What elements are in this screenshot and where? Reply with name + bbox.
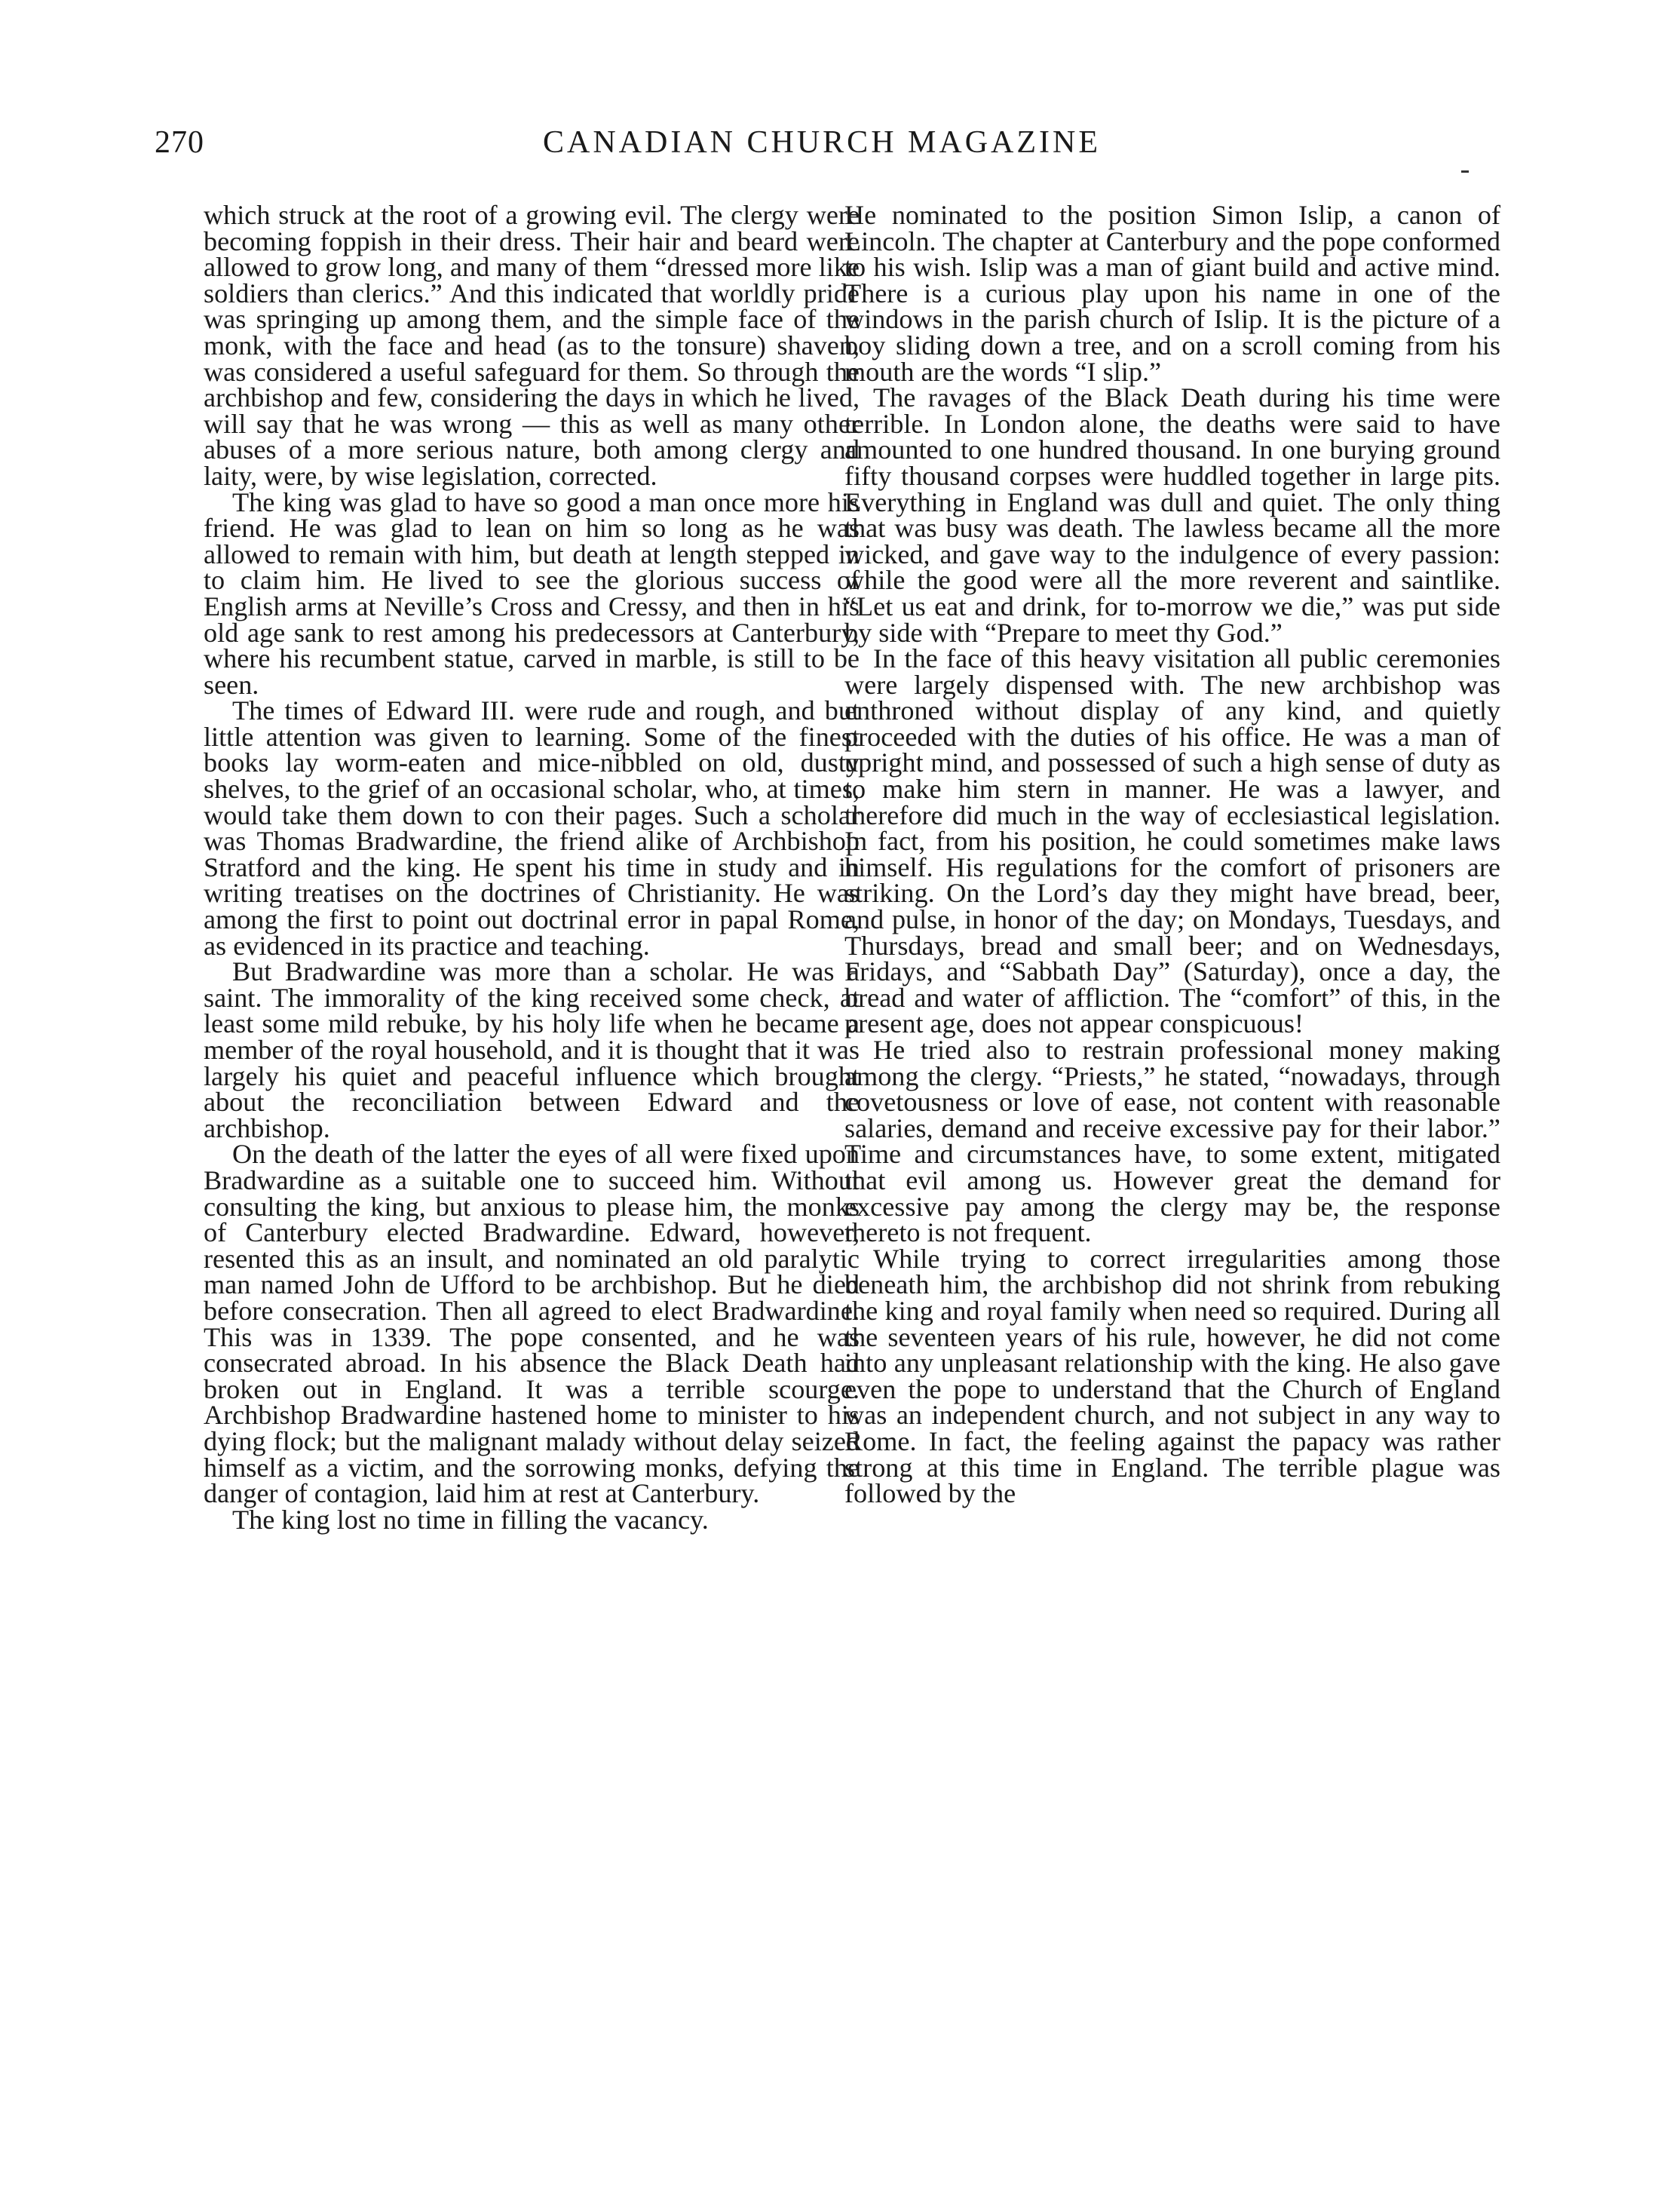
margin-mark bbox=[1461, 170, 1469, 173]
paragraph: The times of Edward III. were rude and rough, and but little attention was given to learning. Some of the finest books lay worm-eaten and mice-nibbled on old, dusty shelves, to the grief of an occasional scholar, who, at times, would take them down to con their pages. Such a scholar was Thomas Bradwardine, the friend alike of Archbishop Stratford and the king. He spent his time in study and in writing treatises on the doctrines of Christianity. He was among the first to point out doctrinal error in papal Rome, as evidenced in its practice and teaching. bbox=[204, 695, 860, 961]
paragraph: On the death of the latter the eyes of all were fixed upon Bradwardine as a suitable one to succeed him. Without consulting the king, but anxious to please him, the monks of Canterbury elected Bradwardine. Edward, however, resented this as an insult, and nominated an old paralytic man named John de Ufford to be archbishop. But he died before consecration. Then all agreed to elect Bradwardine. This was in 1339. The pope consented, and he was consecrated abroad. In his absence the Black Death had broken out in England. It was a terrible scourge. Archbishop Bradwardine hastened home to minister to his dying flock; but the malignant malady without delay seized himself as a victim, and the sorrowing monks, defying the danger of contagion, laid him at rest at Canterbury. bbox=[204, 1139, 860, 1509]
magazine-title: CANADIAN CHURCH MAGAZINE bbox=[543, 125, 1101, 160]
paragraph: In the face of this heavy visitation all public ceremonies were largely dispensed with. The new archbishop was enthroned without display of any kind, and quietly proceeded with the duties of his office. He was a man of upright mind, and possessed of such a high sense of duty as to make him stern in manner. He was a lawyer, and therefore did much in the way of ecclesiastical legislation. In fact, from his position, he could sometimes make laws himself. His regulations for the comfort of prisoners are striking. On the Lord’s day they might have bread, beer, and pulse, in honor of the day; on Mondays, Tuesdays, and Thursdays, bread and small beer; and on Wednesdays, Fridays, and “Sabbath Day” (Saturday), once a day, the bread and water of affliction. The “comfort” of this, in the present age, does not appear conspicuous! bbox=[844, 643, 1500, 1039]
running-head bbox=[155, 124, 1489, 170]
page-number: 270 bbox=[155, 125, 204, 160]
paragraph: He tried also to restrain professional money making among the clergy. “Priests,” he stated, “nowadays, through covetousness or love of ease, not content with reasonable salaries, demand and receive excessive pay for their labor.” Time and circumstances have, to some extent, mitigated that evil among us. However great the demand for excessive pay among the clergy may be, the response thereto is not frequent. bbox=[844, 1035, 1500, 1248]
left-column bbox=[204, 200, 860, 1535]
paragraph: He nominated to the position Simon Islip, a canon of Lincoln. The chapter at Canterbury and the pope conformed to his wish. Islip was a man of giant build and active mind. There is a curious play upon his name in one of the windows in the parish church of Islip. It is the picture of a boy sliding down a tree, and on a scroll coming from his mouth are the words “I slip.” bbox=[844, 200, 1500, 387]
paragraph: which struck at the root of a growing evil. The clergy were becoming foppish in their dress. Their hair and beard were allowed to grow long, and many of them “dressed more like soldiers than clerics.” And this indicated that worldly pride was springing up among them, and the simple face of the monk, with the face and head (as to the tonsure) shaven, was considered a useful safeguard for them. So through the archbishop and few, considering the days in which he lived, will say that he was wrong — this as well as many other abuses of a more serious nature, both among clergy and laity, were, by wise legislation, corrected. bbox=[204, 200, 860, 491]
paragraph: The king was glad to have so good a man once more his friend. He was glad to lean on him so long as he was allowed to remain with him, but death at length stepped in to claim him. He lived to see the glorious success of English arms at Neville’s Cross and Cressy, and then in his old age sank to rest among his predecessors at Canterbury, where his recumbent statue, carved in marble, is still to be seen. bbox=[204, 486, 860, 700]
paragraph: While trying to correct irregularities among those beneath him, the archbishop did not shrink from rebuking the king and royal family when need so required. During all the seventeen years of his rule, however, he did not come into any unpleasant relationship with the king. He also gave even the pope to understand that the Church of England was an independent church, and not subject in any way to Rome. In fact, the feeling against the papacy was rather strong at this time in England. The terrible plague was followed by the bbox=[844, 1243, 1500, 1509]
paragraph: The ravages of the Black Death during his time were terrible. In London alone, the deaths were said to have amounted to one hundred thousand. In one burying ground fifty thousand corpses were huddled together in large pits. Everything in England was dull and quiet. The only thing that was busy was death. The lawless became all the more wicked, and gave way to the indulgence of every passion: while the good were all the more reverent and saintlike. “Let us eat and drink, for to-morrow we die,” was put side by side with “Prepare to meet thy God.” bbox=[844, 382, 1500, 648]
paragraph: The king lost no time in filling the vacancy. bbox=[232, 1504, 709, 1535]
paragraph: But Bradwardine was more than a scholar. He was a saint. The immorality of the king received some check, at least some mild rebuke, by his holy life when he became a member of the royal household, and it is thought that it was largely his quiet and peaceful influence which brought about the reconciliation between Edward and the archbishop. bbox=[204, 956, 860, 1143]
right-column bbox=[844, 202, 1500, 1507]
